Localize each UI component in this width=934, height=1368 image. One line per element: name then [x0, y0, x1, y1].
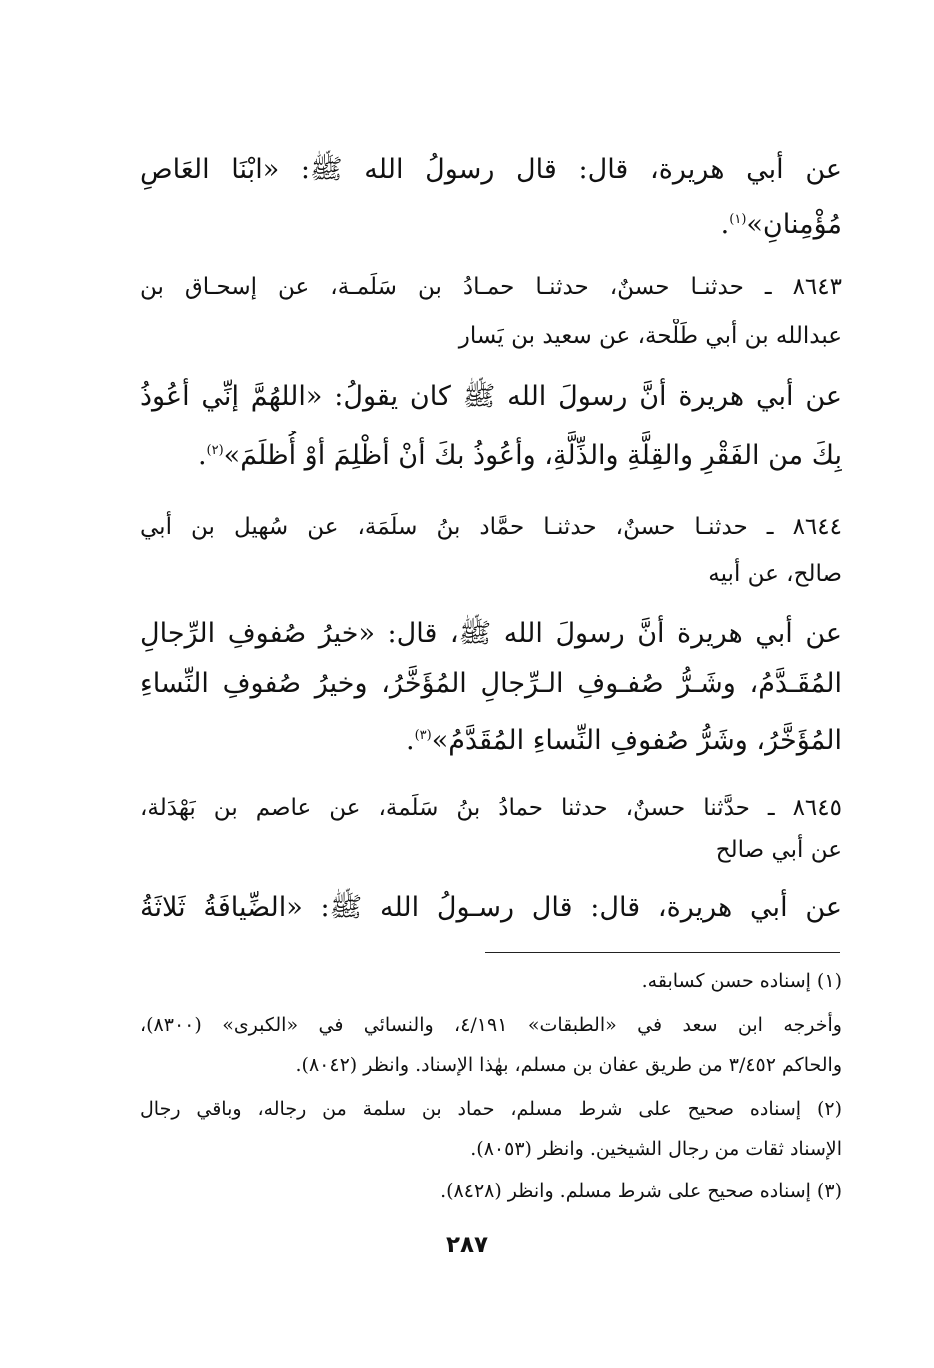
text: الإسناد ثقات من رجال الشيخين. وانظر (٨٠٥٣).: [470, 1138, 842, 1160]
period: .: [197, 440, 207, 471]
text: ٨٦٤٥ ـ حدَّثنا حسنٌ، حدثنا حمادُ بنُ سَلَمة، عن عاصم بن بَهْدَلة،: [140, 795, 842, 821]
text: المُؤَخَّرُ، وشَرُّ صُفوفِ النِّساءِ المُقَدَّمُ»: [431, 725, 842, 756]
hadith-8642-matn-line-2: [140, 200, 842, 244]
hadith-8643-isnad-line-1: [140, 270, 842, 308]
text: المُقَـدَّمُ، وشَـرُّ صُفـوفِ الـرِّجالِ المُؤَخَّرُ، وخيرُ صُفوفِ النِّساءِ: [140, 668, 842, 699]
text: عبدالله بن أبي طَلْحة، عن سعيد بن يَسار: [458, 323, 842, 349]
text: والحاكم ٣/٤٥٢ من طريق عفان بن مسلم، بهٰذا الإسناد. وانظر (٨٠٤٢).: [295, 1054, 842, 1076]
text: عن أبي هريرة، قال: قال رسولُ الله ﷺ: «ابْنَا العَاصِ: [140, 154, 842, 185]
footnote-2-line-2: [140, 1134, 842, 1166]
text: (٣) إسناده صحيح على شرط مسلم. وانظر (٨٤٢٨).: [440, 1180, 842, 1202]
text: وأخرجه ابن سعد في «الطبقات» ٤/١٩١، والنسائي في «الكبرى» (٨٣٠٠)،: [140, 1014, 842, 1036]
text: ٨٦٤٣ ـ حدثنـا حسنٌ، حدثنـا حمـادُ بن سَلَمـة، عن إسحـاق بن: [140, 274, 842, 300]
text: عن أبي هريرة أنَّ رسولَ الله ﷺ كان يقولُ: «اللهُمَّ إنِّي أعُوذُ: [140, 381, 842, 412]
hadith-8643-matn-line-2: [140, 431, 842, 475]
hadith-8644-matn-line-2: [140, 664, 842, 708]
footnote-ref-3: (٣): [414, 728, 432, 743]
hadith-8644-matn-line-3: [140, 716, 842, 760]
text: عن أبي هريرة أنَّ رسولَ الله ﷺ، قال: «خيرُ صُفوفِ الرِّجالِ: [140, 618, 842, 649]
hadith-8644-isnad-line-1: [140, 510, 842, 548]
page-number: ٢٨٧: [445, 1232, 489, 1258]
footnote-ref-2: (٢): [206, 443, 224, 458]
hadith-8643-matn-line-1: [140, 377, 842, 421]
text: ٨٦٤٤ ـ حدثنـا حسنٌ، حدثنـا حمَّاد بنُ سلَمَة، عن سُهيل بن أبي: [140, 514, 842, 540]
period: .: [720, 209, 730, 240]
hadith-8644-matn-line-1: [140, 614, 842, 658]
period: .: [405, 725, 415, 756]
footnote-1-line-1: [140, 966, 842, 998]
hadith-8644-isnad-line-2: [140, 557, 842, 595]
footnote-ref-1: (١): [729, 212, 747, 227]
text: عن أبي هريرة، قال: قال رسـولُ الله ﷺ: «الضِّيافَةُ ثَلاثَةُ: [140, 892, 842, 923]
footnote-1-line-3: [140, 1050, 842, 1082]
footnote-2-line-1: [140, 1094, 842, 1126]
text: (٢) إسناده صحيح على شرط مسلم، حماد بن سلمة من رجاله، وباقي رجال: [140, 1098, 842, 1120]
text: (١) إسناده حسن كسابقه.: [641, 970, 842, 992]
footnote-3-line-1: [140, 1176, 842, 1208]
hadith-8643-isnad-line-2: [140, 319, 842, 357]
hadith-8645-isnad-line-1: [140, 791, 842, 829]
hadith-8645-matn-line-1: [140, 888, 842, 932]
text: صالح، عن أبيه: [708, 561, 842, 587]
text: بِكَ من الفَقْرِ والقِلَّةِ والذِّلَّةِ، وأعُوذُ بكَ أنْ أظْلِمَ أوْ أُظلَمَ»: [223, 440, 842, 471]
text: مُؤْمِنانِ»: [746, 209, 842, 240]
footnote-1-line-2: [140, 1010, 842, 1042]
hadith-8645-isnad-line-2: [140, 833, 842, 871]
text: عن أبي صالح: [715, 837, 842, 863]
footnote-divider: [485, 952, 840, 953]
hadith-8642-matn-line-1: [140, 150, 842, 194]
